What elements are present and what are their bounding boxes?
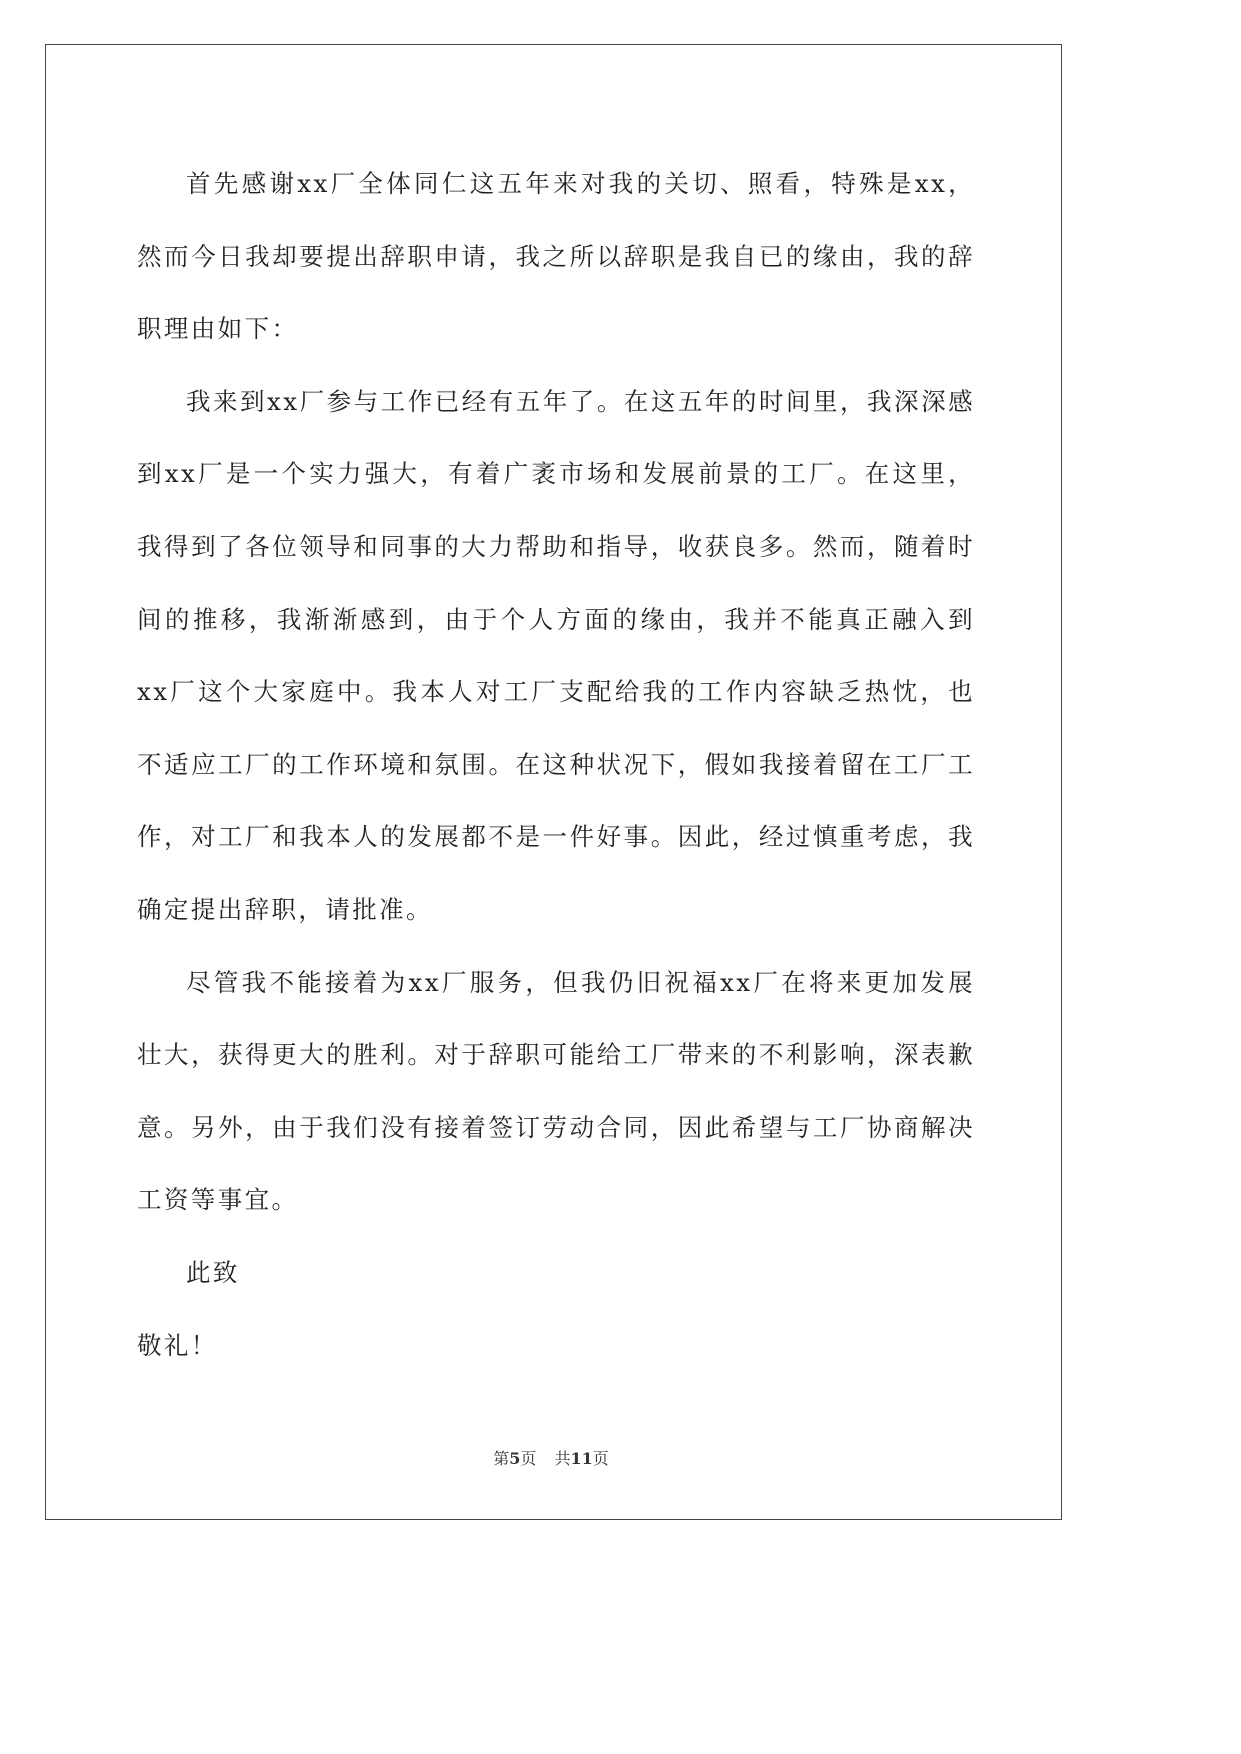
document-body: [137, 148, 975, 1382]
closing-regards: 敬礼！: [137, 1330, 218, 1360]
paragraph-thanks: 首先感谢xx厂全体同仁这五年来对我的关切、照看，特殊是xx，然而今日我却要提出辞职申请，我之所以辞职是我自已的缘由，我的辞职理由如下：: [137, 169, 975, 344]
paragraph-reasons: 我来到xx厂参与工作已经有五年了。在这五年的时间里，我深深感到xx厂是一个实力强大，有着广袤市场和发展前景的工厂。在这里，我得到了各位领导和同事的大力帮助和指导，收获良多。然而，随着时间的推移，我渐渐感到，由于个人方面的缘由，我并不能真正融入到xx厂这个大家庭中。我本人对工厂支配给我的工作内容缺乏热忱，也不适应工厂的工作环境和氛围。在这种状况下，假如我接着留在工厂工作，对工厂和我本人的发展都不是一件好事。因此，经过慎重考虑，我确定提出辞职，请批准。: [137, 386, 975, 924]
page-number-suffix: 页: [520, 1449, 537, 1468]
paragraph-wishes: 尽管我不能接着为xx厂服务，但我仍旧祝福xx厂在将来更加发展壮大，获得更大的胜利。对于辞职可能给工厂带来的不利影响，深表歉意。另外，由于我们没有接着签订劳动合同，因此希望与工厂协商解决工资等事宜。: [137, 967, 975, 1215]
total-pages-suffix: 页: [592, 1449, 609, 1468]
current-page-number: 5: [509, 1449, 521, 1468]
page-number-prefix: 第: [493, 1449, 510, 1468]
page-footer: [0, 1446, 1102, 1469]
total-pages-prefix: 共: [554, 1449, 571, 1468]
closing-salutation: 此致: [186, 1257, 240, 1287]
total-page-count: 11: [570, 1449, 593, 1468]
